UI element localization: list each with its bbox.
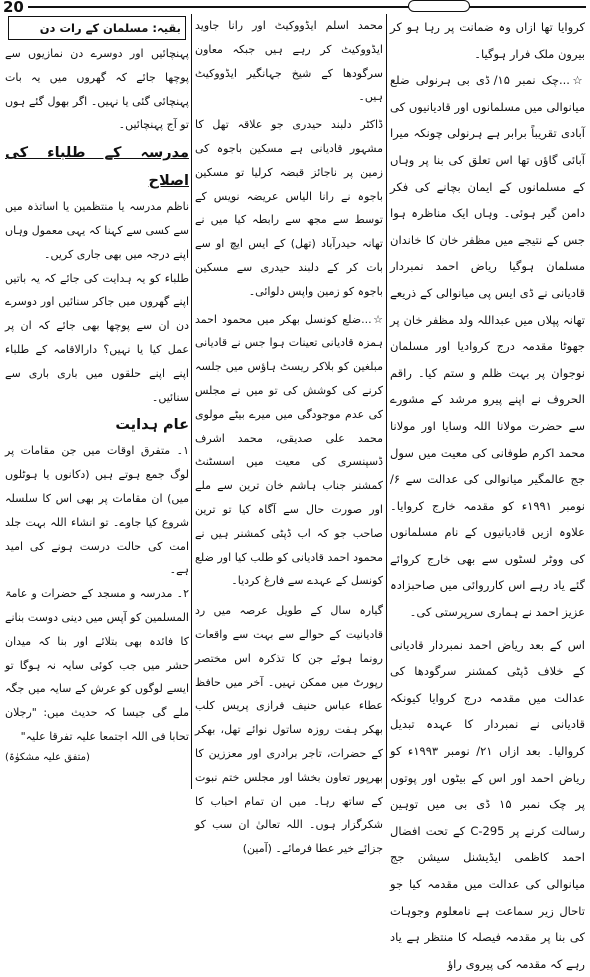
article-paragraph: پہنچائیں اور دوسرے دن نمازیوں سے پوچھا جائے کہ گھروں میں یہ بات پہنچائی گئی یا نہیں۔ اگر بھول گئے ہوں تو آج پہنچائیں۔ — [5, 47, 189, 132]
article-paragraph: ۲۔ مدرسہ و مسجد کے حضرات و عامۃ المسلمین کو آپس میں دینی دوست بنانے کا فائدہ بھی بتلائے اور بنا کہ میدان حشر میں جب کوئی سایہ نہ ہوگا تو ایسے لوگوں کو عرش کے سایہ میں جگہ ملے گی جیسا کہ حدیث میں: "رجلان تحابا فی اللہ اجتمعا علیہ تفرقا علیہ" — [5, 587, 189, 743]
column-right — [390, 14, 585, 971]
article-paragraph: ۱۔ متفرق اوقات میں جن مقامات پر لوگ جمع ہوتے ہیں (دکانوں یا ہوٹلوں میں) ان مقامات پر بھی اس کا سلسلہ شروع کیا جاوے۔ تو انشاء اللہ بہت جلد امت کی حالت درست ہونے کی امید ہے۔ — [5, 444, 189, 577]
header-rule — [28, 6, 586, 8]
column-middle — [195, 14, 383, 856]
column-divider — [386, 14, 387, 789]
column-divider — [191, 14, 192, 789]
hadith-reference: (متفق علیہ مشکوٰۃ) — [5, 751, 90, 763]
article-paragraph: کروایا تھا ازاں وہ ضمانت پر رہا ہو کر بیرون ملک فرار ہوگیا۔ — [390, 20, 585, 61]
section-heading: مدرسہ کے طلباء کی اصلاح — [5, 145, 189, 190]
article-paragraph: طلباء کو یہ ہدایت کی جائے کہ یہ باتیں اپنے گھروں میں جاکر سنائیں اور دوسرے دن ان سے پوچھا بھی جائے کہ ان پر عمل کیا یا نہیں؟ دارالاقامہ کے طلباء اپنے اپنے حلقوں میں باری باری سے سنائیں۔ — [5, 271, 189, 404]
article-paragraph: ☆...ضلع کونسل بھکر میں محمود احمد ہمزہ قادیانی تعینات ہوا جس نے قادیانی مبلغین کو بلاکر ریسٹ ہاؤس میں جلسہ کرنے کی کوشش کی تو میں نے مجلس کی عدم موجودگی میں میرے بیٹے مولوی محمد علی صدیقی، محمد اشرف ڈسپنسری کی معیت میں اسسٹنٹ کمشنر جناب ہاشم خان ترین سے ملے اور صورت حال سے آگاہ کیا تو ترین صاحب جو کہ اب ڈپٹی کمشنر ہیں نے محمود احمد قادیانی کو طلب کیا اور ضلع کونسل کے عہدے سے فارغ کردیا۔ — [195, 312, 383, 588]
article-paragraph: اس کے بعد ریاض احمد نمبردار قادیانی کے خلاف ڈپٹی کمشنر سرگودھا کی عدالت میں مقدمہ درج کروایا کیونکہ قادیانی نے نمبردار کا عہدہ تبدیل کروالیا۔ بعد ازاں ۲۱/ نومبر ۱۹۹۳ء کو ریاض احمد اور اس کے بیٹوں اور پوتوں پر چک نمبر ۱۵ ڈی بی میں توہین رسالت کرنے پر C-295 کے تحت افضال احمد کاظمی ایڈیشنل سیشن جج میانوالی کی عدالت میں مقدمہ کیا جو تاحال زیر سماعت ہے نامعلوم وجوہات کی بنا پر مقدمہ فیصلہ کا منتظر ہے یاد رہے کہ مقدمہ کی پیروی راؤ — [390, 637, 585, 971]
column-left — [5, 14, 189, 791]
page-number: 20 — [3, 0, 24, 16]
continuation-heading: بقیہ: مسلمان کے رات دن — [8, 16, 186, 40]
header-ornament — [408, 0, 470, 12]
article-paragraph: گیارہ سال کے طویل عرصہ میں رد قادیانیت کے حوالے سے بہت سے واقعات رونما ہوئے جن کا تذکرہ اس مختصر رپورٹ میں ممکن نہیں۔ آخر میں حافظ عطاء عباس حنیف فرازی پریس کلب بھکر ہفت روزہ ساتول نوائے تھل، بھکر کے حضرات، تاجر برادری اور معززین کا بھرپور تعاون بخشا اور مجلس ختم نبوت کے ساتھ رہا۔ میں ان تمام احباب کا شکرگزار ہوں۔ اللہ تعالیٰ ان سب کو جزائے خیر عطا فرمائے۔ (آمین) — [195, 604, 383, 856]
article-paragraph: ڈاکٹر دلبند حیدری جو علاقہ تھل کا مشہور قادیانی ہے مسکین باجوہ کی زمین پر ناجائز قبضہ کرلیا تو مسکین باجوہ نے رانا الیاس عریضہ نویس کے توسط سے مجھ سے رابطہ کیا میں نے تھانہ حیدرآباد (تھل) کے ایس ایچ او سے بات کر کے دلبند حیدری سے مسکین باجوہ کو زمین واپس دلوائی۔ — [195, 118, 383, 298]
article-paragraph: ناظم مدرسہ یا منتظمین یا اساتذہ میں سے کسی سے کہنا کہ یہی معمول وہاں اپنے درجہ میں بھی جاری کریں۔ — [5, 200, 189, 261]
section-heading: عام ہدایت — [115, 417, 189, 434]
article-paragraph: محمد اسلم ایڈووکیٹ اور رانا جاوید ایڈووکیٹ کر رہے ہیں جبکہ معاون سرگودھا کے شیخ جہانگیر ایڈووکیٹ ہیں۔ — [195, 19, 383, 104]
article-paragraph: ☆...چک نمبر ۱۵/ ڈی بی ہرنولی ضلع میانوالی میں مسلمانوں اور قادیانیوں کی آبادی تقریباً برابر ہے ہرنولی چونکہ میرا آبائی گاؤں تھا اس تعلق کی بنا پر وہاں کے مسلمانوں کے ایمان بچانے کی فکر دامن گیر ہوئی۔ وہاں ایک مناظرہ ہوا جس کے نتیجے میں مظفر خان کا خاندان مسلمان ہوگیا ریاض احمد نمبردار قادیانی نے ڈی ایس پی میانوالی کے ذریعے تھانہ پپلاں میں عبداللہ ولد مظفر خان پر جھوٹا مقدمہ درج کروادیا اور مسلمان نوجوان پر بہت ظلم و ستم کیا۔ راقم الحروف نے اپنے پیرو مرشد کے مشورے سے حضرت مولانا اللہ وسایا اور مولانا محمد اکرم طوفانی کی معیت میں سول جج عالمگیر میانوالی کی عدالت سے ۶/ نومبر ۱۹۹۱ء کو مقدمہ خارج کروایا۔ علاوہ ازیں قادیانیوں کے نام مسلمانوں کی ووٹر لسٹوں سے بھی خارج کروائے گئے یاد رہے اس کارروائی میں صاحبزادہ عزیز احمد نے ہماری سرپرستی کی۔ — [390, 73, 585, 620]
page-header — [0, 0, 590, 14]
